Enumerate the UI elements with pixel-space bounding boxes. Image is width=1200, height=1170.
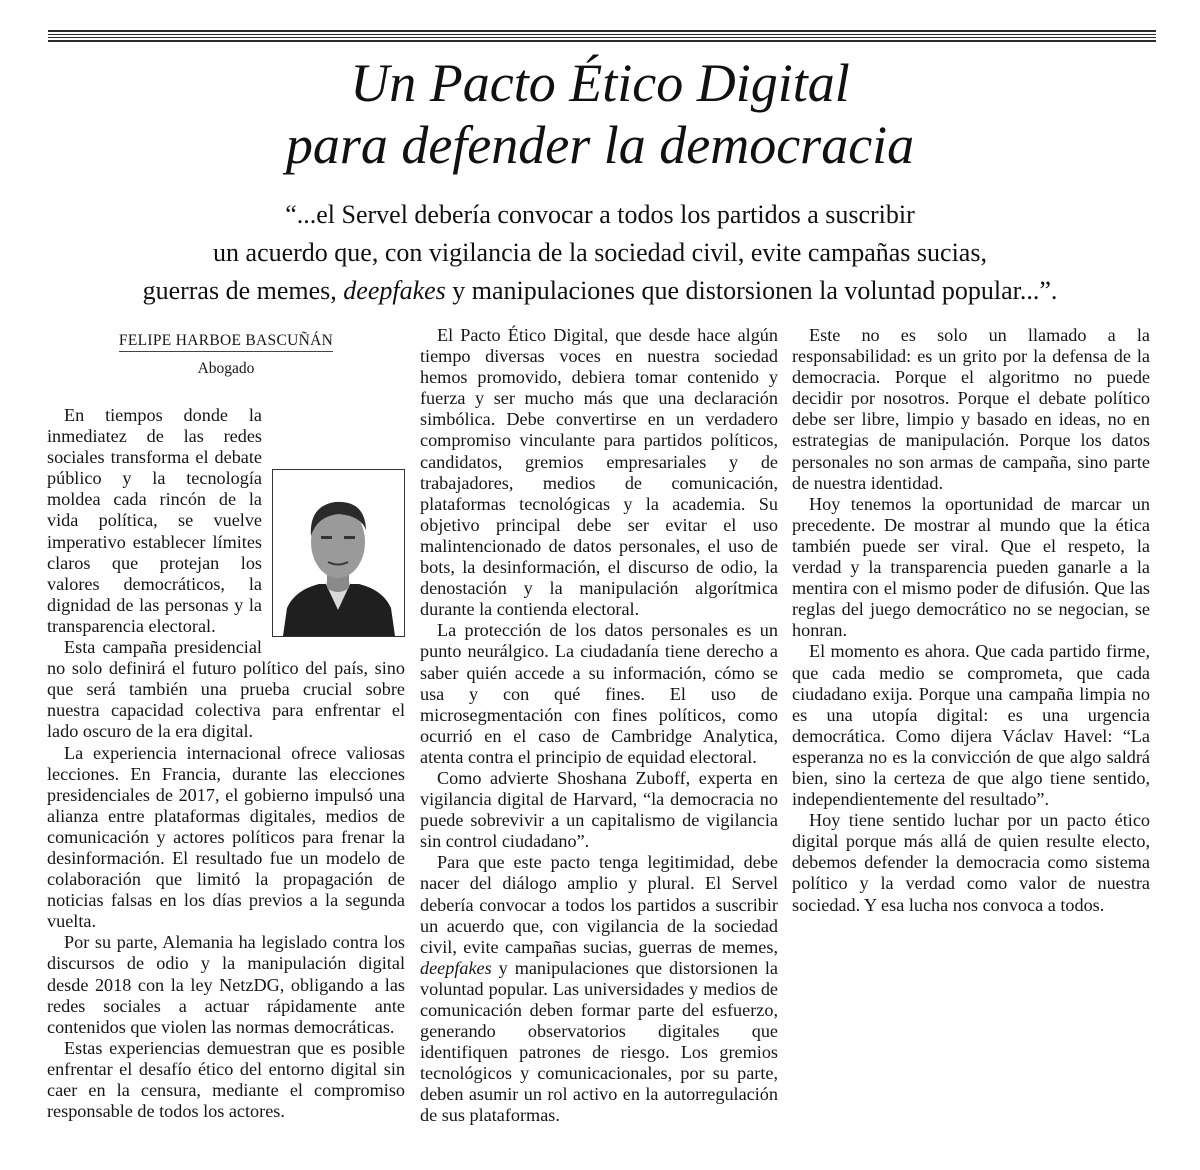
article-column-2	[420, 325, 778, 1127]
author-photo	[272, 469, 405, 637]
author-name	[47, 331, 405, 351]
article-paragraph: Hoy tiene sentido luchar por un pacto ético digital porque más allá de quien resulte electo, debemos defender la democracia como sistema político y la verdad como valor de nuestra sociedad. Y esa lucha nos convoca a todos.	[792, 810, 1150, 915]
pull-quote-line-2: un acuerdo que, con vigilancia de la sociedad civil, evite campañas sucias,	[213, 238, 987, 267]
author-role: Abogado	[197, 360, 255, 377]
portrait-icon	[273, 470, 404, 636]
article-paragraph	[420, 852, 778, 1126]
pull-quote-emphasis: deepfakes	[343, 276, 446, 305]
article-paragraph: La experiencia internacional ofrece valiosas lecciones. En Francia, durante las elecciones presidenciales de 2017, el gobierno impulsó una alianza entre plataformas digitales, medios de comunicación y actores políticos para frenar la desinformación. El resultado fue un modelo de colaboración que limitó la propagación de noticias falsas en los días previos a la segunda vuelta.	[47, 742, 405, 932]
headline-line-2: para defender la democracia	[285, 115, 915, 175]
paragraph-text: En tiempos donde la inmediatez de las redes sociales transforma el debate público y la tecnología moldea cada rincón de la vida política, se vuelve imperativo establecer límites claros que protejan los valores democráticos, la dignidad de las personas y la transparencia electoral.	[47, 405, 262, 636]
article-paragraph: Estas experiencias demuestran que es posible enfrentar el desafío ético del entorno digital sin caer en la censura, mediante el compromiso responsable de todos los actores.	[47, 1037, 405, 1122]
article-paragraph: Este no es solo un llamado a la responsabilidad: es un grito por la defensa de la democracia. Porque el algoritmo no puede decidir por nosotros. Porque el debate político debe ser libre, limpio y basado en ideas, no en estrategias de manipulación. Porque los datos personales no son armas de campaña, sino parte de nuestra identidad.	[792, 325, 1150, 493]
pull-quote-text: guerras de memes,	[142, 276, 344, 305]
pull-quote-line-1: “...el Servel debería convocar a todos los partidos a suscribir	[285, 200, 915, 229]
article-paragraph: Hoy tenemos la oportunidad de marcar un precedente. De mostrar al mundo que la ética también puede ser viral. Que el respeto, la verdad y la transparencia pueden ganarle a la mentira con el mismo poder de difusión. Que las reglas del juego democrático no se negocian, se honran.	[792, 493, 1150, 641]
article-paragraph: El Pacto Ético Digital, que desde hace algún tiempo diversas voces en nuestra sociedad hemos promovido, debiera tomar contenido y fuerza y ser mucho más que una declaración simbólica. Debe convertirse en un verdadero compromiso vinculante para partidos políticos, candidatos, gremios empresariales y de trabajadores, medios de comunicación, plataformas tecnológicas y la academia. Su objetivo principal debe ser evitar el uso malintencionado de datos personales, el uso de bots, la desinformación, el discurso de odio, la denostación y la manipulación algorítmica durante la contienda electoral.	[420, 325, 778, 620]
paragraph-text: Para que este pacto tenga legitimidad, debe nacer del diálogo amplio y plural. El Servel debería convocar a todos los partidos a suscribir un acuerdo que, con vigilancia de la sociedad civil, evite campañas sucias, guerras de memes,	[420, 852, 778, 957]
article-column-1	[47, 325, 405, 1122]
paragraph-emphasis: deepfakes	[420, 957, 492, 978]
pull-quote	[0, 196, 1200, 310]
paragraph-text: y manipulaciones que distorsionen la voluntad popular. Las universidades y medios de comunicación deben formar parte del esfuerzo, generando observatorios digitales que identifiquen patrones de riesgo. Los gremios tecnológicos y comunicacionales, por su parte, deben asumir un rol activo en la autorregulación de sus plataformas.	[420, 957, 778, 1126]
pull-quote-text: y manipulaciones que distorsionen la voluntad popular...”.	[445, 276, 1058, 305]
headline-line-1: Un Pacto Ético Digital	[350, 53, 850, 113]
article-column-3	[792, 325, 1150, 916]
article-paragraph: Por su parte, Alemania ha legislado contra los discursos de odio y la manipulación digital desde 2018 con la ley NetzDG, obligando a las redes sociales a actuar rápidamente ante contenidos que violen las normas democráticas.	[47, 932, 405, 1037]
header-rules	[48, 30, 1156, 44]
headline	[0, 52, 1200, 176]
article-paragraph	[47, 405, 405, 637]
article-paragraph: Esta campaña presidencial no solo definirá el futuro político del país, sino que será también una prueba crucial sobre nuestra capacidad colectiva para enfrentar el lado oscuro de la era digital.	[47, 637, 405, 742]
article-paragraph: La protección de los datos personales es un punto neurálgico. La ciudadanía tiene derecho a saber quién accede a su información, cómo se usa y con qué fines. El uso de microsegmentación con fines políticos, como ocurrió en el caso de Cambridge Analytica, atenta contra el principio de equidad electoral.	[420, 620, 778, 767]
author-name-text: FELIPE HARBOE BASCUÑÁN	[119, 332, 333, 352]
article-paragraph: Como advierte Shoshana Zuboff, experta en vigilancia digital de Harvard, “la democracia no puede sobrevivir a un capitalismo de vigilancia sin control ciudadano”.	[420, 767, 778, 852]
pull-quote-line-3	[0, 272, 1200, 310]
article-paragraph: El momento es ahora. Que cada partido firme, que cada medio se comprometa, que cada ciudadano exija. Porque una campaña limpia no es una utopía digital: es una urgencia democrática. Como dijera Václav Havel: “La esperanza no es la convicción de que algo saldrá bien, sino la certeza de que algo tiene sentido, independientemente del resultado”.	[792, 641, 1150, 810]
